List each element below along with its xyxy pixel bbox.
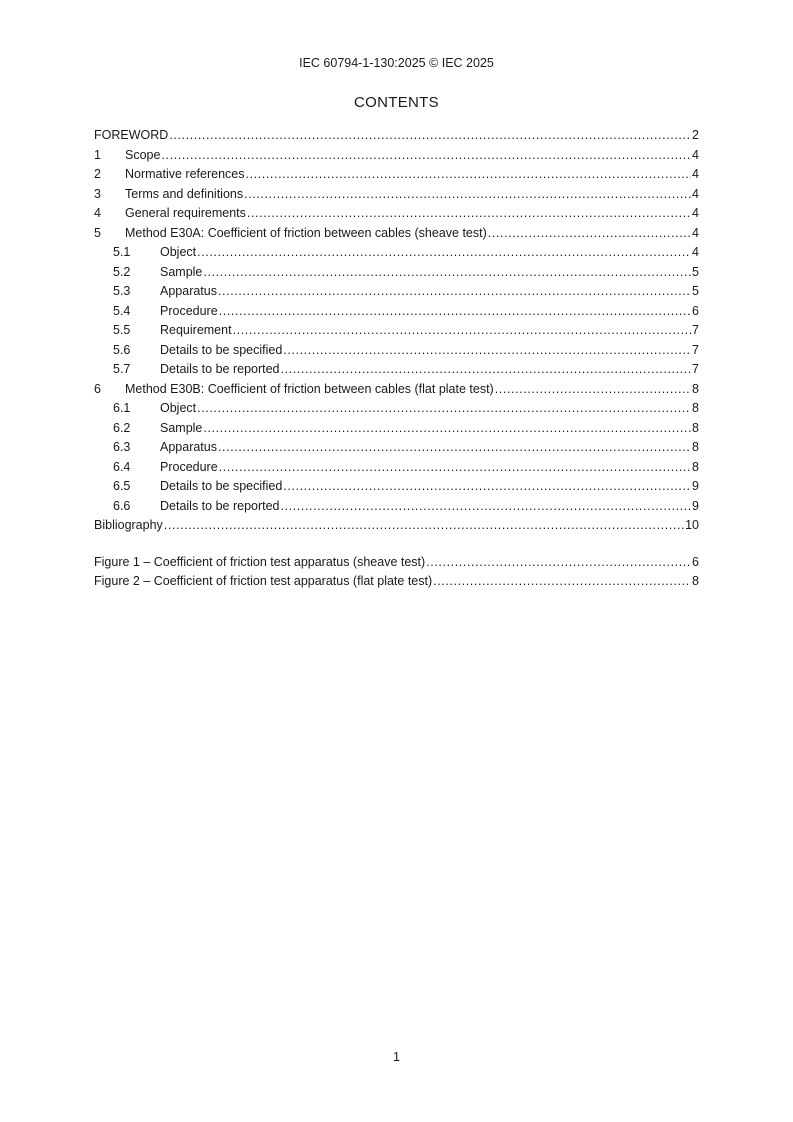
toc-entry-page: 8: [692, 381, 699, 396]
figure-entry-label: Figure 1 – Coefficient of friction test apparatus (sheave test): [94, 554, 426, 569]
dot-leader: [488, 224, 691, 244]
toc-entry-page: 4: [692, 225, 699, 240]
toc-entry-number: 6.6: [113, 498, 131, 513]
dot-leader: [219, 302, 691, 322]
toc-entry-label: Object: [160, 245, 197, 259]
toc-entry-page: 7: [692, 362, 699, 376]
toc-entry-label: Method E30B: Coefficient of friction between cables (flat plate test): [125, 381, 494, 396]
toc-entry-page: 6: [692, 303, 699, 318]
toc-entry-page: 10: [685, 518, 699, 532]
toc-entry-number: 6.5: [113, 479, 131, 493]
toc-entry-6-6[interactable]: [94, 497, 699, 517]
dot-leader: [281, 360, 692, 380]
toc-entry-number: 6.3: [113, 440, 131, 454]
dot-leader: [433, 572, 691, 592]
toc-entry-label: Sample: [160, 420, 203, 435]
dot-leader: [219, 458, 691, 478]
toc-entry-label: Requirement: [160, 323, 232, 337]
toc-entry-number: 5.1: [113, 245, 131, 259]
toc-entry-page: 8: [692, 459, 699, 474]
toc-entry-number: 3: [94, 186, 101, 201]
toc-entry-label: Details to be reported: [160, 362, 280, 376]
toc-entry-page: 8: [692, 420, 699, 435]
toc-entry-label: Procedure: [160, 459, 218, 474]
toc-entry-number: 5.6: [113, 342, 131, 357]
toc-entry-page: 4: [692, 167, 699, 181]
dot-leader: [281, 497, 692, 517]
dot-leader: [203, 263, 691, 283]
toc-entry-5-4[interactable]: [94, 302, 699, 322]
toc-entry-5-3[interactable]: [94, 282, 699, 302]
toc-entry-6-5[interactable]: [94, 477, 699, 497]
toc-entry-5-6[interactable]: [94, 341, 699, 361]
toc-entry-6-4[interactable]: [94, 458, 699, 478]
toc-entry-page: 4: [692, 245, 699, 259]
toc-entry-page: 7: [692, 342, 699, 357]
toc-entry-3[interactable]: [94, 185, 699, 205]
toc-entry-label: FOREWORD: [94, 128, 169, 142]
figure-entry-2[interactable]: [94, 572, 699, 592]
figure-entry-1[interactable]: [94, 553, 699, 573]
toc-entry-number: 1: [94, 147, 101, 162]
toc-entry-page: 9: [692, 498, 699, 513]
toc-entry-label: General requirements: [125, 206, 246, 220]
toc-entry-label: Object: [160, 401, 197, 415]
dot-leader: [169, 126, 691, 146]
section-spacer: [94, 536, 699, 553]
toc-entry-page: 4: [692, 206, 699, 220]
toc-entry-page: 5: [692, 264, 699, 279]
page-header: IEC 60794-1-130:2025 © IEC 2025: [299, 56, 494, 70]
toc-entry-bibliography[interactable]: [94, 516, 699, 536]
toc-entry-5-2[interactable]: [94, 263, 699, 283]
toc-entry-1[interactable]: [94, 146, 699, 166]
toc-entry-5-5[interactable]: [94, 321, 699, 341]
toc-entry-number: 6.2: [113, 420, 131, 435]
dot-leader: [246, 165, 692, 185]
toc-entry-page: 8: [692, 440, 699, 454]
dot-leader: [218, 282, 691, 302]
toc-entry-6[interactable]: [94, 380, 699, 400]
toc-entry-label: Details to be reported: [160, 498, 280, 513]
toc-entry-number: 6: [94, 381, 101, 396]
dot-leader: [197, 399, 691, 419]
dot-leader: [283, 477, 691, 497]
toc-entry-label: Procedure: [160, 303, 218, 318]
toc-entry-6-2[interactable]: [94, 419, 699, 439]
dot-leader: [218, 438, 691, 458]
toc-entry-number: 5.2: [113, 264, 131, 279]
dot-leader: [197, 243, 691, 263]
toc-entry-6-1[interactable]: [94, 399, 699, 419]
contents-title: CONTENTS: [354, 94, 439, 111]
toc-entry-page: 4: [692, 186, 699, 201]
dot-leader: [426, 553, 691, 573]
dot-leader: [283, 341, 691, 361]
toc-entry-page: 7: [692, 323, 699, 337]
figure-entry-label: Figure 2 – Coefficient of friction test apparatus (flat plate test): [94, 574, 433, 588]
toc-entry-number: 2: [94, 167, 101, 181]
toc-entry-label: Details to be specified: [160, 479, 283, 493]
toc-entry-number: 4: [94, 206, 101, 220]
figure-entry-page: 6: [692, 554, 699, 569]
toc-entry-label: Method E30A: Coefficient of friction between cables (sheave test): [125, 225, 487, 240]
dot-leader: [233, 321, 691, 341]
toc-entry-foreword[interactable]: [94, 126, 699, 146]
toc-entry-label: Apparatus: [160, 284, 217, 298]
dot-leader: [161, 146, 691, 166]
toc-entry-page: 9: [692, 479, 699, 493]
toc-entry-label: Normative references: [125, 167, 245, 181]
dot-leader: [495, 380, 691, 400]
toc-entry-label: Apparatus: [160, 440, 217, 454]
dot-leader: [164, 516, 684, 536]
dot-leader: [247, 204, 691, 224]
toc-entry-number: 6.4: [113, 459, 131, 474]
toc-entry-2[interactable]: [94, 165, 699, 185]
toc-entry-5[interactable]: [94, 224, 699, 244]
toc-entry-label: Bibliography: [94, 518, 163, 532]
toc-entry-number: 5.3: [113, 284, 131, 298]
toc-entry-page: 8: [692, 401, 699, 415]
toc-entry-label: Terms and definitions: [125, 186, 244, 201]
page-number: 1: [393, 1050, 400, 1064]
toc-entry-label: Sample: [160, 264, 203, 279]
toc-entry-5-1[interactable]: [94, 243, 699, 263]
toc-entry-number: 5.7: [113, 362, 131, 376]
figure-entry-page: 8: [692, 574, 699, 588]
toc-entry-number: 6.1: [113, 401, 131, 415]
toc-entry-4[interactable]: [94, 204, 699, 224]
table-of-contents: [94, 126, 699, 592]
toc-entry-number: 5.5: [113, 323, 131, 337]
dot-leader: [244, 185, 691, 205]
toc-entry-page: 4: [692, 147, 699, 162]
toc-entry-5-7[interactable]: [94, 360, 699, 380]
toc-entry-page: 2: [692, 128, 699, 142]
toc-entry-number: 5.4: [113, 303, 131, 318]
toc-entry-number: 5: [94, 225, 101, 240]
toc-entry-page: 5: [692, 284, 699, 298]
dot-leader: [203, 419, 691, 439]
toc-entry-label: Details to be specified: [160, 342, 283, 357]
toc-entry-6-3[interactable]: [94, 438, 699, 458]
toc-entry-label: Scope: [125, 147, 161, 162]
